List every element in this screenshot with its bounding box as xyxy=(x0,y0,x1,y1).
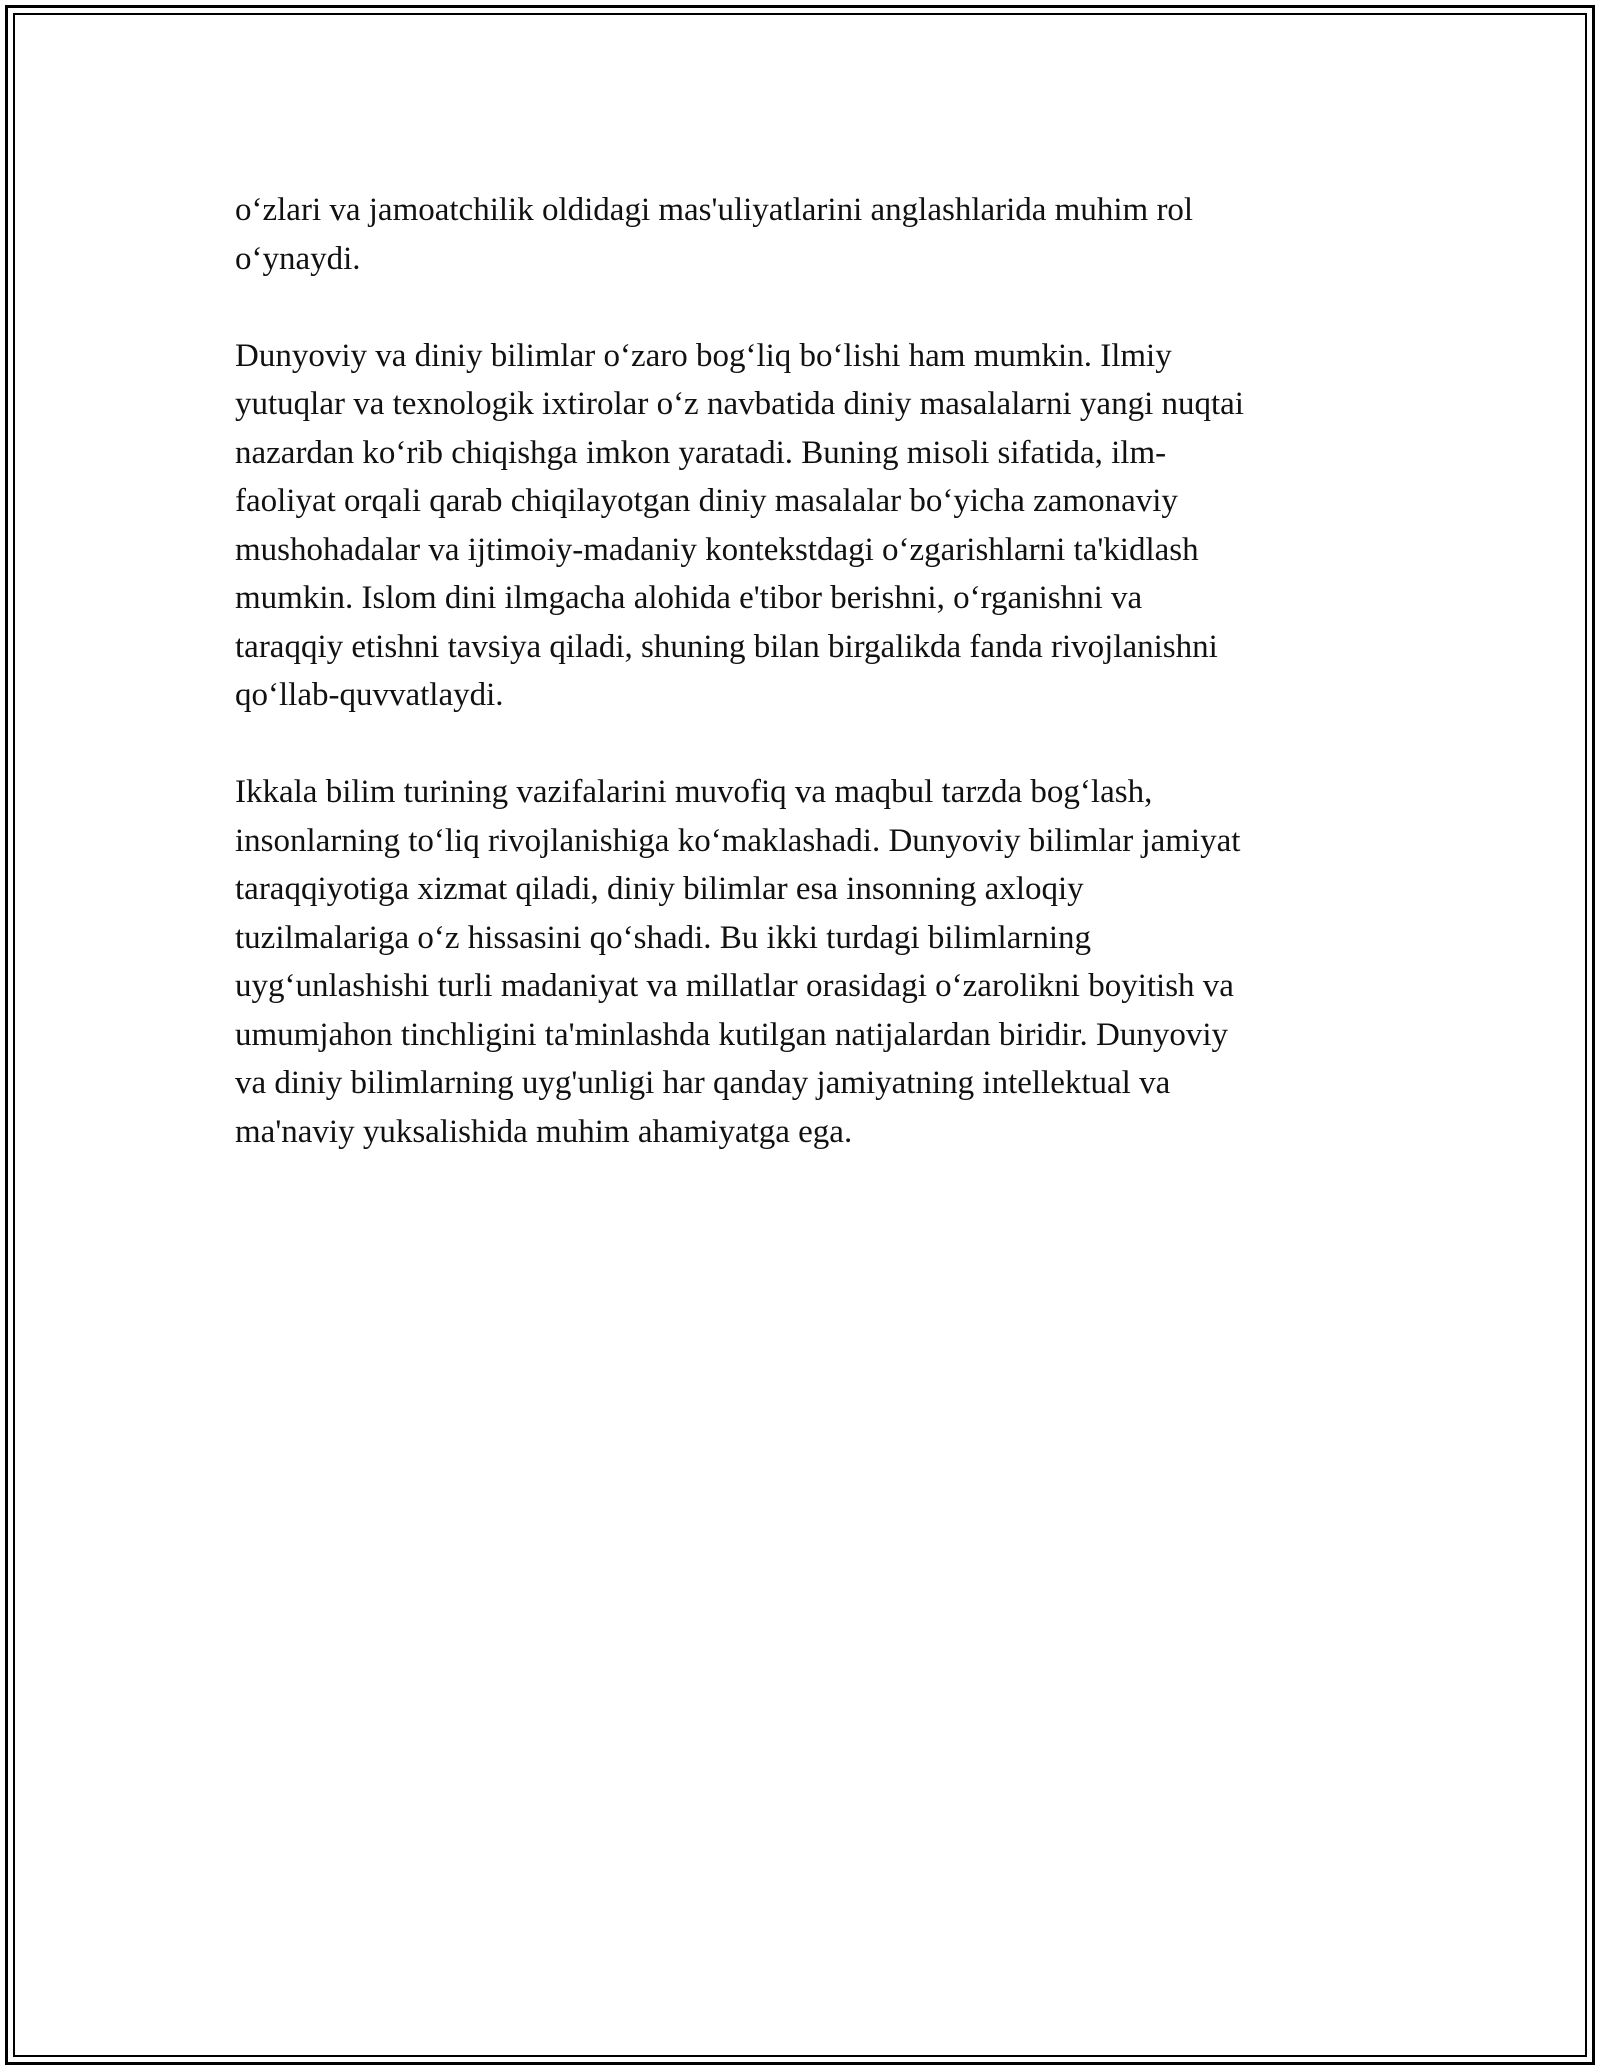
document-body xyxy=(235,186,1375,1205)
paragraph-1: o‘zlari va jamoatchilik oldidagi mas'uliyatlarini anglashlarida muhim rol o‘ynaydi. xyxy=(235,192,1194,277)
paragraph-2: Dunyoviy va diniy bilimlar o‘zaro bog‘liq bo‘lishi ham mumkin. Ilmiy yutuqlar va texnologik ixtirolar o‘z navbatida diniy masalalarni yangi nuqtai nazardan ko‘rib chiqishga imkon yaratadi. Buning misoli sifatida, ilm- faoliyat orqali qarab chiqilayotgan diniy masalalar bo‘yicha zamonaviy mushohadalar va ijtimoiy-madaniy kontekstdagi o‘zgarishlarni ta'kidlash mumkin. Islom dini ilmgacha alohida e'tibor berishni, o‘rganishni va taraqqiy etishni tavsiya qiladi, shuning bilan birgalikda fanda rivojlanishni qo‘llab-quvvatlaydi. xyxy=(235,337,1244,713)
paragraph-3: Ikkala bilim turining vazifalarini muvofiq va maqbul tarzda bog‘lash, insonlarning to‘liq rivojlanishiga ko‘maklashadi. Dunyoviy bilimlar jamiyat taraqqiyotiga xizmat qiladi, diniy bilimlar esa insonning axloqiy tuzilmalariga o‘z hissasini qo‘shadi. Bu ikki turdagi bilimlarning uyg‘unlashishi turli madaniyat va millatlar orasidagi o‘zarolikni boyitish va umumjahon tinchligini ta'minlashda kutilgan natijalardan biridir. Dunyoviy va diniy bilimlarning uyg'unligi har qanday jamiyatning intellektual va ma'naviy yuksalishida muhim ahamiyatga ega. xyxy=(235,774,1241,1150)
